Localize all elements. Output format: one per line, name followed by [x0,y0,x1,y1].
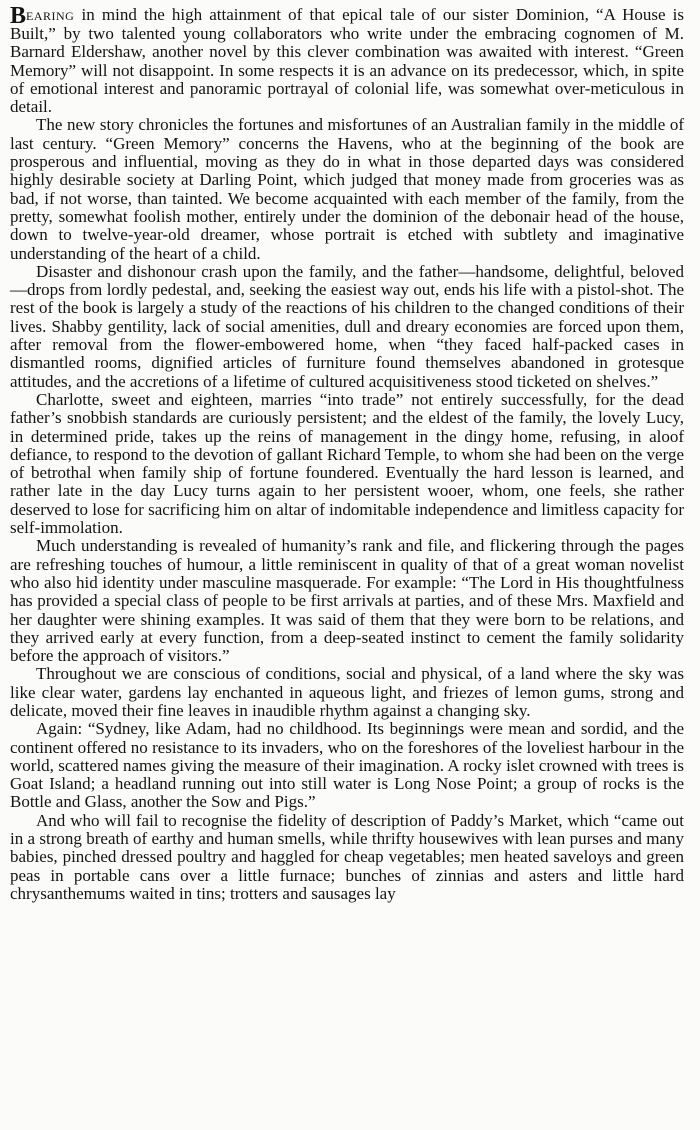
intro-paragraph [10,3,684,117]
paragraph-story-chronicle: The new story chronicles the fortunes and misfortunes of an Australian family in the middle of last century. “Green Memory” concerns the Havens, who at the beginning of the book are prosperous and influential, moving as they do in what in those departed days was considered highly desirable society at Darling Point, which judged that money made from groceries was as bad, if not worse, than tainted. We become acquainted with each member of the family, from the pretty, somewhat foolish mother, entirely under the dominion of the debonair head of the house, down to twelve-year-old dreamer, whose portrait is etched with subtlety and imaginative understanding of the heart of a child. [10,115,684,263]
paragraph-land: Throughout we are conscious of conditions, social and physical, of a land where the sky was like clear water, gardens lay enchanted in aqueous light, and friezes of lemon gums, strong and delicate, moved their fine leaves in inaudible rhythm against a changing sky. [10,664,684,720]
paragraph-disaster: Disaster and dishonour crash upon the family, and the father—handsome, delightful, beloved—drops from lordly pedestal, and, seeking the easiest way out, ends his life with a pistol-shot. The rest of the book is largely a study of the reactions of his children to the changed conditions of their lives. Shabby gentility, lack of social amenities, dull and dreary economies are forced upon them, after removal from the flower-embowered home, when “they faced half-packed cases in dismantled rooms, dignified articles of furniture found themselves abandoned in grotesque attitudes, and the accretions of a lifetime of cultured acquisitiveness stood ticketed on shelves.” [10,261,684,391]
opening-word: earing [26,5,75,24]
paragraph-charlotte-lucy: Charlotte, sweet and eighteen, marries “into trade” not entirely successfully, for the dead father’s snobbish standards are curiously persistent; and the eldest of the family, the lovely Lucy, in determined pride, takes up the reins of management in the dingy home, refusing, in aloof defiance, to respond to the devotion of gallant Richard Temple, to whom she had been on the verge of betrothal when family ship of fortune foundered. Eventually the hard lesson is learned, and rather late in the day Lucy turns again to her persistent wooer, whom, one feels, she rather deserved to lose for sacrificing him on altar of indomitable independence and limitless capacity for self-immolation. [10,389,684,538]
paragraph-paddys-market: And who will fail to recognise the fidelity of description of Paddy’s Market, which “came out in a strong breath of earthy and human smells, while thrifty housewives with lean purses and many babies, pinched dressed poultry and haggled for cheap vegetables; men heated saveloys and green peas in portable cans over a little furnace; bunches of zinnias and asters and little hard chrysanthemums waited in tins; trotters and sausages lay [10,810,684,903]
paragraph-humour: Much understanding is revealed of humanity’s rank and file, and flickering through the pages are refreshing touches of humour, a little reminiscent in quality of that of a great woman novelist who also hid identity under masculine masquerade. For example: “The Lord in His thoughtfulness has provided a special class of people to be first arrivals at parties, and of these Mrs. Maxfield and her daughter were shining examples. It was said of them that they were born to be relations, and they arrived early at every function, from a deep-seated instinct to cement the family solidarity before the approach of visitors.” [10,536,684,666]
paragraph-sydney: Again: “Sydney, like Adam, had no childhood. Its beginnings were mean and sordid, and the continent offered no resistance to its invaders, who on the foreshores of the loveliest harbour in the world, scattered names giving the measure of their imagination. A rocky islet crowned with trees is Goat Island; a headland running out into still water is Long Nose Point; a group of rocks is the Bottle and Glass, another the Sow and Pigs.” [10,719,684,812]
drop-cap: B [10,3,27,29]
intro-text: in mind the high attainment of that epical tale of our sister Dominion, “A House is Built,” by two talented young collaborators who write under the embracing cognomen of M. Barnard Eldershaw, another novel by this clever combination was awaited with interest. “Green Memory” will not disappoint. In some respects it is an advance on its predecessor, which, in spite of emotional interest and panoramic portrayal of colonial life, was somewhat over-meticulous in detail. [10,5,684,117]
